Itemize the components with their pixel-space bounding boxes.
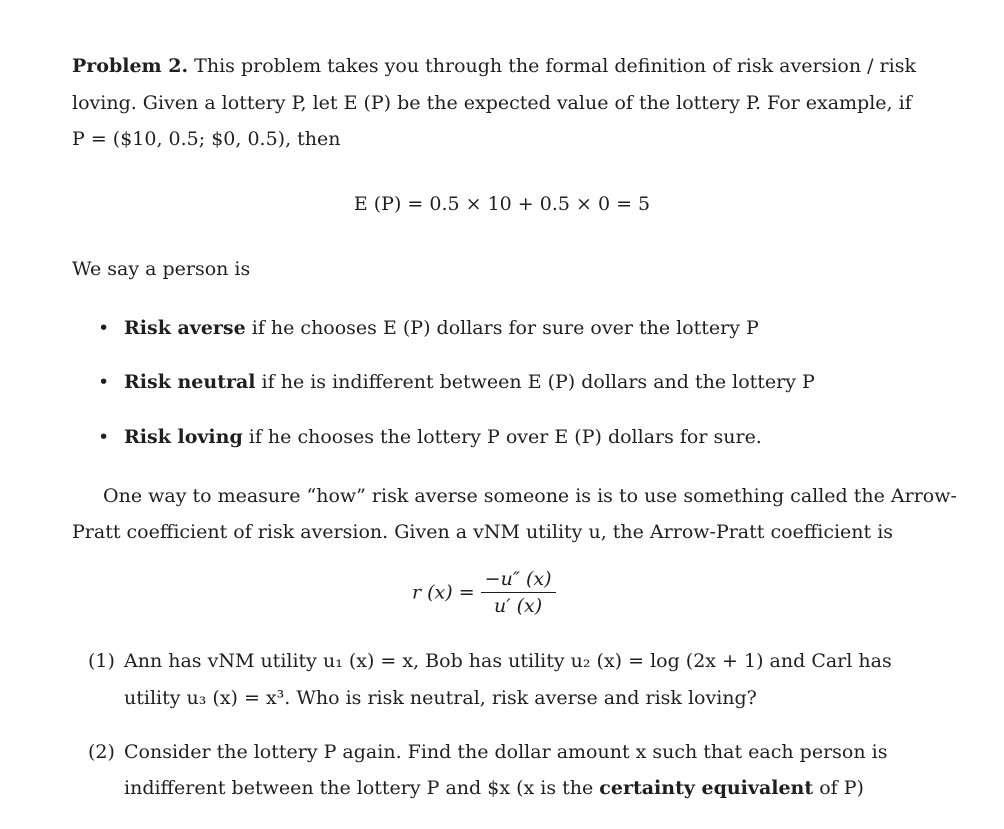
formula-numerator: −u″ (x) xyxy=(481,568,556,593)
question-2-line-1: Consider the lottery P again. Find the dollar amount x such that each person is xyxy=(124,741,888,763)
expected-value-equation: E (P) = 0.5 × 10 + 0.5 × 0 = 5 xyxy=(353,193,651,215)
certainty-equivalent-term: certainty equivalent xyxy=(599,777,814,799)
problem-intro-line-2: loving. Given a lottery P, let E (P) be the expected value of the lottery P. For example, if xyxy=(72,92,912,114)
q2-text-after: of P) xyxy=(813,777,864,799)
problem-intro-line-1 xyxy=(72,54,916,78)
bullet-icon: • xyxy=(98,426,110,448)
problem-intro-line-3: P = ($10, 0.5; $0, 0.5), then xyxy=(72,128,341,150)
bullet-icon: • xyxy=(98,317,110,339)
we-say-text: We say a person is xyxy=(72,258,251,280)
question-1-line-1: Ann has vNM utility u₁ (x) = x, Bob has utility u₂ (x) = log (2x + 1) and Carl has xyxy=(124,650,892,672)
arrow-pratt-line-1: One way to measure “how” risk averse someone is is to use something called the Arrow- xyxy=(103,485,957,507)
formula-fraction xyxy=(481,568,556,617)
question-1-line-2: utility u₃ (x) = x³. Who is risk neutral, risk averse and risk loving? xyxy=(124,687,757,709)
bullet-text: if he chooses the lottery P over E (P) dollars for sure. xyxy=(242,426,762,448)
problem-heading: Problem 2. xyxy=(72,55,189,77)
question-label: (1) xyxy=(88,650,115,672)
bullet-text: if he is indifferent between E (P) dollars and the lottery P xyxy=(255,371,815,393)
bullet-icon: • xyxy=(98,371,110,393)
q2-text-before: indifferent between the lottery P and $x (x is the xyxy=(124,777,600,799)
intro-text-1: This problem takes you through the formal definition of risk aversion / risk xyxy=(194,55,916,77)
bullet-text: if he chooses E (P) dollars for sure over the lottery P xyxy=(245,317,759,339)
bullet-term: Risk loving xyxy=(124,426,243,448)
formula-lhs: r (x) = xyxy=(412,581,475,604)
arrow-pratt-formula xyxy=(412,568,556,617)
arrow-pratt-line-2: Pratt coefficient of risk aversion. Given a vNM utility u, the Arrow-Pratt coefficient is xyxy=(72,521,894,543)
question-2-line-2 xyxy=(124,776,864,800)
bullet-term: Risk averse xyxy=(124,317,246,339)
bullet-term: Risk neutral xyxy=(124,371,256,393)
formula-denominator: u′ (x) xyxy=(494,595,543,617)
question-label: (2) xyxy=(88,741,115,763)
